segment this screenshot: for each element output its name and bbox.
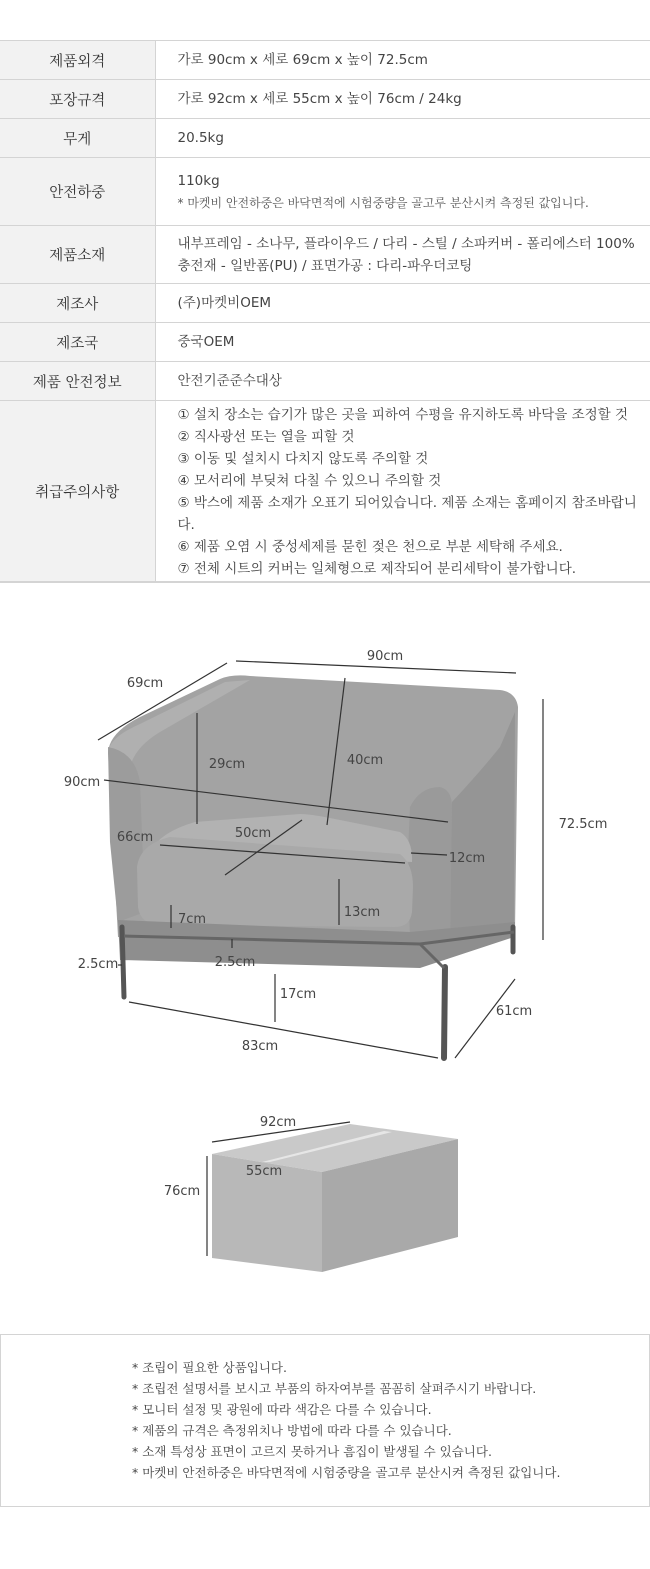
- spec-label: 무게: [0, 119, 155, 158]
- table-row: [0, 158, 650, 226]
- spec-label: 포장규격: [0, 80, 155, 119]
- list-item: * 마켓비 안전하중은 바닥면적에 시험중량을 골고루 분산시켜 측정된 값입니다.: [132, 1465, 561, 1480]
- table-row: [0, 284, 650, 323]
- spec-label: 제품소재: [0, 226, 155, 284]
- notes-section: [0, 1334, 650, 1507]
- packaging-box: [212, 1124, 458, 1272]
- spec-value-line: ② 직사광선 또는 열을 피할 것: [177, 428, 355, 445]
- list-item: * 조립전 설명서를 보시고 부품의 하자여부를 꼼꼼히 살펴주시기 바랍니다.: [132, 1381, 537, 1396]
- spec-value-line: 충전재 - 일반폼(PU) / 표면가공 : 다리-파우더코팅: [177, 257, 473, 274]
- dim-inner-width: 90cm: [63, 775, 101, 790]
- spec-label: 취급주의사항: [0, 401, 155, 583]
- spec-value-line: ⑤ 박스에 제품 소재가 오표기 되어있습니다. 제품 소재는 홈페이지 참조바랍니다.: [177, 494, 637, 533]
- notes-list: [132, 1357, 560, 1483]
- spec-value-line: ④ 모서리에 부딪쳐 다칠 수 있으니 주의할 것: [177, 472, 442, 489]
- dim-seat-width: 66cm: [116, 830, 154, 845]
- dim-base-depth: 61cm: [495, 1004, 533, 1019]
- spec-value-line: ⑦ 전체 시트의 커버는 일체형으로 제작되어 분리세탁이 불가합니다.: [177, 560, 577, 577]
- dim-width: 90cm: [366, 649, 404, 664]
- list-item: * 소재 특성상 표면이 고르지 못하거나 흠집이 발생될 수 있습니다.: [132, 1444, 492, 1459]
- list-item: * 모니터 설정 및 광원에 따라 색감은 다를 수 있습니다.: [132, 1402, 432, 1417]
- spec-label: 제품외격: [0, 41, 155, 80]
- table-row: [0, 323, 650, 362]
- spec-value: [155, 284, 650, 323]
- table-row: [0, 226, 650, 284]
- dim-frame-thickness: 2.5cm: [77, 957, 119, 972]
- spec-value: [155, 158, 650, 226]
- dim-back-depth: 40cm: [346, 753, 384, 768]
- spec-value-line: (주)마켓비OEM: [177, 295, 272, 311]
- spec-value: [155, 226, 650, 284]
- dim-cushion-gap: 7cm: [177, 912, 207, 927]
- dim-box-height: 76cm: [163, 1184, 201, 1199]
- dim-box-depth: 55cm: [245, 1164, 283, 1179]
- list-item: * 조립이 필요한 상품입니다.: [132, 1360, 287, 1375]
- dimension-figure: [0, 581, 650, 1334]
- table-row: [0, 41, 650, 80]
- spec-value: [155, 362, 650, 401]
- table-row: [0, 119, 650, 158]
- table-row: [0, 80, 650, 119]
- sofa-diagram: [0, 582, 650, 1335]
- spec-label: 안전하중: [0, 158, 155, 226]
- spec-value-line: ⑥ 제품 오염 시 중성세제를 묻힌 젖은 천으로 부분 세탁해 주세요.: [177, 538, 563, 555]
- table-row: [0, 401, 650, 583]
- dim-seat-depth: 50cm: [234, 826, 272, 841]
- spec-value-line: 내부프레임 - 소나무, 플라이우드 / 다리 - 스틸 / 소파커버 - 폴리에스터 100%: [177, 235, 635, 252]
- dim-frame-gap: 2.5cm: [214, 955, 256, 970]
- dim-height: 72.5cm: [558, 817, 608, 832]
- dim-arm-width: 12cm: [448, 851, 486, 866]
- spec-value-line: 20.5kg: [177, 130, 224, 146]
- spec-value-line: ① 설치 장소는 습기가 많은 곳을 피하여 수평을 유지하도록 바닥을 조정할 것: [177, 406, 629, 423]
- spec-value-line: 110kg: [177, 172, 220, 189]
- spec-value-line: ③ 이동 및 설치시 다치지 않도록 주의할 것: [177, 450, 429, 467]
- spec-value: [155, 41, 650, 80]
- spec-value: [155, 80, 650, 119]
- dim-base-width: 83cm: [241, 1039, 279, 1054]
- spec-label: 제조사: [0, 284, 155, 323]
- dim-depth: 69cm: [126, 676, 164, 691]
- dim-leg-height: 17cm: [279, 987, 317, 1002]
- spec-value: [155, 401, 650, 583]
- dim-back-height: 29cm: [208, 757, 246, 772]
- dim-seat-thickness: 13cm: [343, 905, 381, 920]
- spec-value: [155, 119, 650, 158]
- dim-box-width: 92cm: [259, 1115, 297, 1130]
- spec-value-line: 안전기준준수대상: [177, 373, 282, 389]
- spec-value-line: * 마켓비 안전하중은 바닥면적에 시험중량을 골고루 분산시켜 측정된 값입니다.: [177, 195, 589, 210]
- spec-label: 제조국: [0, 323, 155, 362]
- spec-value-line: 가로 90cm x 세로 69cm x 높이 72.5cm: [177, 52, 428, 68]
- table-row: [0, 362, 650, 401]
- list-item: * 제품의 규격은 측정위치나 방법에 따라 다를 수 있습니다.: [132, 1423, 452, 1438]
- spec-label: 제품 안전정보: [0, 362, 155, 401]
- spec-value-line: 중국OEM: [177, 334, 235, 350]
- spec-value: [155, 323, 650, 362]
- spec-table: [0, 40, 650, 583]
- spec-value-line: 가로 92cm x 세로 55cm x 높이 76cm / 24kg: [177, 91, 462, 107]
